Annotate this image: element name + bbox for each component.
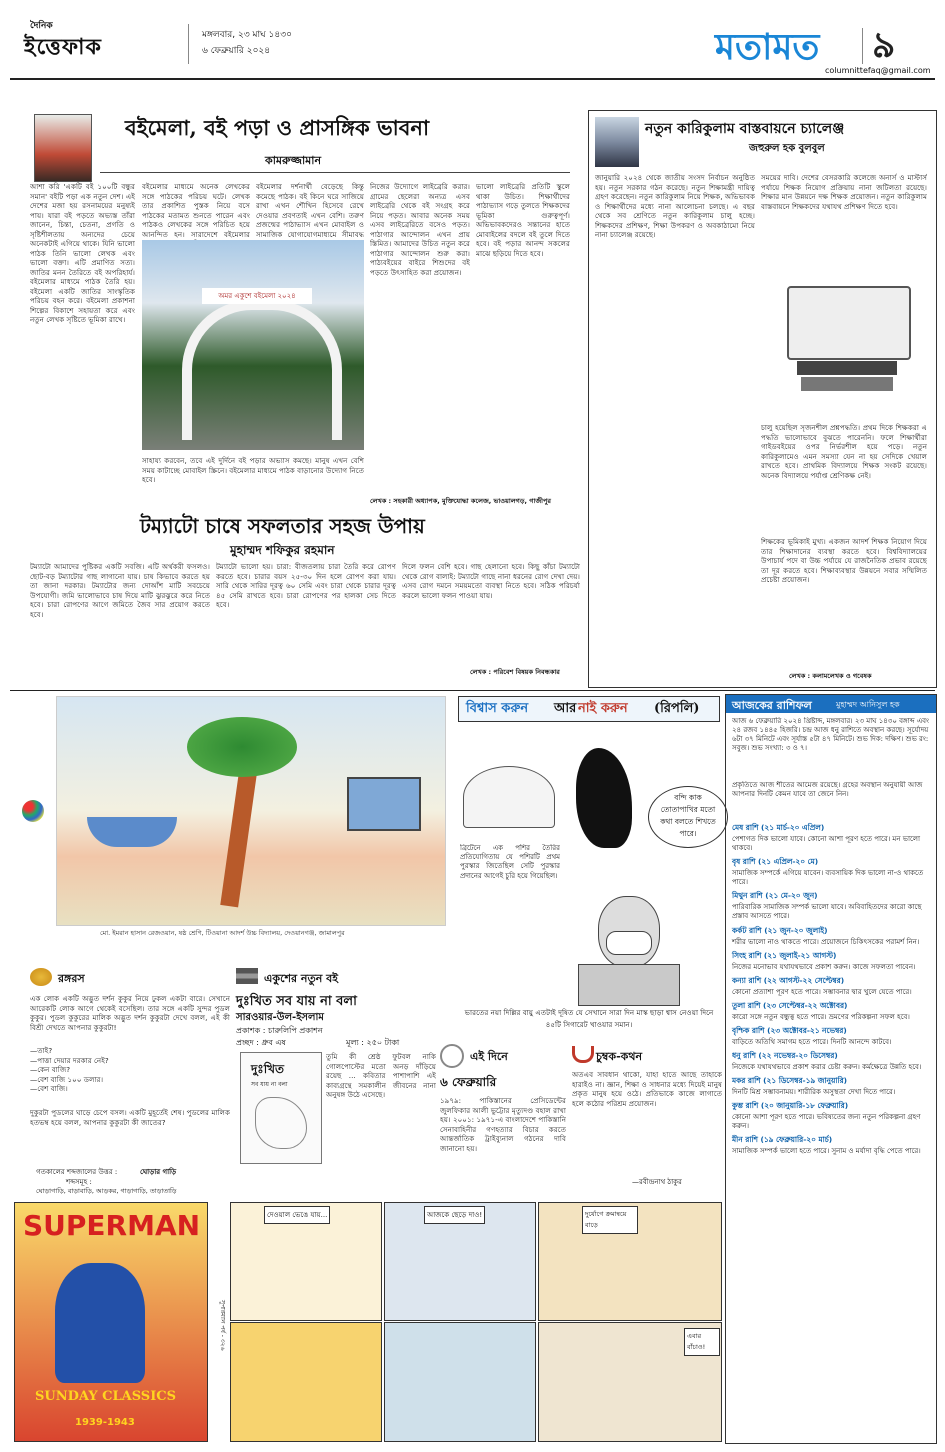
zodiac-sign-text: সামাজিক সম্পর্কে এগিয়ে যাবেন। ব্যবসায়িক দিক ভালো না-ও থাকতে পারে। — [732, 869, 924, 887]
zodiac-list — [732, 823, 930, 1161]
logo-top-text: দৈনিক — [30, 21, 53, 31]
article-curriculum-box — [588, 110, 937, 688]
zodiac-sign-name: ধনু রাশি (২২ নভেম্বর-২০ ডিসেম্বর) — [732, 1051, 838, 1061]
zodiac-sign-text: কোনো প্রত্যাশা পূরণ হতে পারে। সম্ভাবনার দ্বার খুলে যেতে পারে। — [732, 987, 912, 996]
zodiac-sign-text: সামাজিক সম্পর্ক ভালো হতে পারে। সুনাম ও মর্যাদা বৃদ্ধি পেতে পারে। — [732, 1147, 921, 1156]
dialogue-line: —পাত্তা দেয়ার দরকার নেই? — [30, 1055, 109, 1065]
article3-author: মুহাম্মদ শফিকুর রহমান — [230, 543, 335, 557]
dialogue-line: —বেশ বাজি। — [30, 1084, 68, 1093]
zodiac-entry — [732, 857, 930, 887]
ei-dine-date: ৬ ফেব্রুয়ারি — [440, 1075, 497, 1089]
zodiac-sign-text: শরীর ভালো নাও থাকতে পারে। প্রয়োজনে চিকিৎসকের পরামর্শ নিন। — [732, 937, 920, 946]
crossword-words-label: শব্দসমূহ : — [66, 1178, 92, 1186]
article-column-1: আশা করি 'একটি বই ১০০টি বন্ধুর সমান' বইটি পড়া এক নতুন দেশ। এই দেশের মজা হয় রসনাময়ের মনুষ্যই পায়। যারা বই পড়তে অভ্যস্ত তাঁরা জানেন, চিন্তা, চেতনা, প্রগতি ও সৃষ্টিশীলতায় অন্যদের চেয়ে অনেকটাই এগিয়ে থাকে। যিনি ভালো পাঠক তিনি ভালো লেখক এবং ভালো বক্তা। এটি প্রমাণিত সত্য। জাতির মনন তৈরিতে বই অপরিহার্য। বইমেলার মাধ্যমে পাঠক তৈরি হয়। বইমেলা একটি জাতির সাংস্কৃতিক পরিচয় বহন করে। বইমেলা প্রকাশনা শিল্পের বিকাশে সহায়তা করে এবং নতুন লেখক সৃষ্টিতে ভূমিকা রাখে। — [30, 182, 135, 324]
comic-bubble-1: দেওয়াল ভেঙে যায়... — [264, 1206, 330, 1224]
article-column-5: ভালো লাইব্রেরি প্রতিটি স্কুলে থাকা উচিত। শিক্ষার্থীদের পাঠাভ্যাস গড়ে তুলতে শিক্ষকদের ভূমিকা গুরুত্বপূর্ণ। অভিভাবকদেরও সন্তানের হাতে মোবাইলের বদলে বই তুলে দিতে হবে। বই পড়ার আনন্দ সকলের মাঝে ছড়িয়ে দিতে হবে। — [476, 182, 570, 258]
dialogue-line: —কেন বাজি? — [30, 1065, 71, 1074]
zodiac-sign-name: তুলা রাশি (২৩ সেপ্টেম্বর-২২ অক্টোবর) — [732, 1000, 848, 1010]
zodiac-sign-name: বৃশ্চিক রাশি (২৩ অক্টোবর-২১ নভেম্বর) — [732, 1025, 847, 1035]
zodiac-entry — [732, 926, 930, 947]
gate-sign: অমর একুশে বইমেলা ২০২৪ — [202, 288, 312, 304]
child-drawing — [56, 696, 446, 926]
newspaper-logo: ইত্তেফাক — [24, 34, 102, 60]
article-footer: লেখক : সহকারী অধ্যাপক, মুক্তিযোদ্ধা কলেজ, ভাওয়ালগড়, গাজীপুর — [370, 497, 551, 505]
comic-panel-4 — [230, 1322, 382, 1442]
zodiac-sign-text: কারো সঙ্গে নতুন বন্ধুত্ব হতে পারে। ভ্রমণের পরিকল্পনা সফল হবে। — [732, 1012, 910, 1021]
column-email[interactable]: columnittefaq@gmail.com — [825, 66, 931, 75]
book-author: সারওয়ার-উল-ইসলাম — [236, 1012, 324, 1023]
comic-title: SUPERMAN — [23, 1209, 201, 1242]
book-stack-2 — [801, 377, 893, 391]
ripley-title-not: নাই করুন — [578, 701, 628, 716]
comic-bubble-4: এবার বাঁচাও! — [684, 1328, 720, 1356]
page-number: ৯ — [872, 24, 896, 66]
article3-footer: লেখক : পরিবেশ বিষয়ক নিবন্ধকার — [470, 668, 560, 676]
book-cover — [240, 1052, 322, 1164]
comic-bubble-2: আজকে ছেড়ে দাও! — [424, 1206, 485, 1224]
article2-column-4: শিক্ষকের ভূমিকাই মুখ্য। একজন আদর্শ শিক্ষক নিয়োগ দিয়ে তার শিক্ষাদানের ব্যবস্থা করতে হবে। বিশ্ববিদ্যালয়ের উপাচার্য পদে বা উচ্চ পর্যায়ে যে রাজনৈতিক প্রভাব রয়েছে তা দূর করতে হবে। শিক্ষাব্যবস্থার উন্নয়নে সবার সম্মিলিত প্রচেষ্টা প্রয়োজন। — [761, 537, 927, 584]
book-cover-subtitle: সব যায় না বলা — [251, 1081, 288, 1088]
drawing-caption: মো. ইমরান হাসান রেজওয়ান, ষষ্ঠ শ্রেণি, টিওয়ানা আদর্শ উচ্চ বিদ্যালয়, দেওয়ানগঞ্জ, জামালপুর — [100, 929, 345, 937]
author-photo — [34, 114, 92, 182]
zodiac-entry — [732, 891, 930, 921]
date-english: ৬ ফেব্রুয়ারি ২০২৪ — [202, 46, 271, 56]
crow-body — [576, 748, 632, 848]
article-author: কামরুজ্জামান — [265, 154, 322, 167]
table-top — [463, 766, 555, 828]
quote-text: অতএব সাবধান থাকো, যাহা হাতে আছে তাহাকে হারাইও না। জ্ঞান, শিক্ষা ও সাধনার মধ্যে দিয়েই মানুষ প্রকৃত মানুষ হয়ে ওঠে। প্রতিভাকে কাজে লাগাতে হলে কঠোর পরিশ্রম প্রয়োজন। — [572, 1070, 722, 1108]
article2-title: নতুন কারিকুলাম বাস্তবায়নে চ্যালেঞ্জ — [645, 121, 845, 137]
article-tomato — [30, 512, 580, 682]
dialogue-line: —তাই? — [30, 1046, 53, 1055]
rangaras-text-2: দুকুরটা পুডলের ঘাড়ে চেপে বসল। একটি মুহূর্তেই শেষ। পুডলের মালিক হতভম্ব হয়ে বলল, আপনার কুকুরটা কী জাতের? — [30, 1108, 230, 1127]
ripley-title-suffix: (রিপলি) — [654, 701, 700, 716]
article-bookfair — [30, 108, 570, 508]
article-column-2b: সাহায্য করবেন, তবে এই দুর্দিনে বই পড়ার অভ্যাস কমছে। মানুষ এখন বেশি সময় কাটাচ্ছে মোবাইল স্ক্রিনে। বইমেলার মাধ্যমে পাঠক বাড়ানোর উদ্যোগ নিতে হবে। — [142, 456, 364, 484]
comic-bubble-3: দুর্যোগে ক্রমান্বয়ে বাড়ে — [582, 1206, 638, 1234]
zodiac-sign-name: বৃষ রাশি (২১ এপ্রিল-২০ মে) — [732, 857, 819, 867]
title-underline — [100, 172, 570, 173]
zodiac-sign-text: দিনটি মিশ্র সম্ভাবনাময়। শারীরিক অসুস্থতা দেখা দিতে পারে। — [732, 1088, 896, 1097]
book-title: দুঃখিত সব যায় না বলা — [236, 994, 357, 1009]
article2-footer: লেখক : কলামলেখক ও গবেষক — [789, 672, 872, 680]
zodiac-sign-name: মীন রাশি (১৯ ফেব্রুয়ারি-২০ মার্চ) — [732, 1135, 833, 1145]
article3-column-3: দিলে ফলন বেশি হবে। গাছ হেলানো হবে। কিছু কাঁচা টম্যাটো থেকে রোগ বালাই: টম্যাটো গাছে নানা ধরনের রোগ দেখা দেয়। এসব রোগ দমনে সময়মতো ব্যবস্থা নিতে হবে। সঠিক পরিচর্যা করলে ভালো ফলন পাওয়া যায়। — [402, 562, 580, 600]
crow-illustration — [566, 728, 646, 868]
book-cover-artist: প্রচ্ছদ : ধ্রুব এষ — [236, 1038, 286, 1047]
article2-column-2: সময়ের দাবি। দেশের বেসরকারি কলেজে অনার্স ও মাস্টার্স পর্যায়ে শিক্ষক নিয়োগ প্রক্রিয়ায় নানা জটিলতা রয়েছে। শিক্ষার মান উন্নয়নে দক্ষ শিক্ষক প্রয়োজন। নতুন কারিকুলাম বাস্তবায়নে শিক্ষকদের যথাযথ প্রশিক্ষণ দিতে হবে। — [761, 173, 927, 211]
magnet-icon — [572, 1046, 594, 1063]
zodiac-sign-text: নিজেকে যথাযথভাবে প্রকাশ করার চেষ্টা করুন। কর্মক্ষেত্রে উন্নতি হবে। — [732, 1063, 922, 1072]
zodiac-entry — [732, 823, 930, 853]
quote-section — [572, 1044, 722, 1194]
book-stack — [797, 361, 897, 375]
article-column-2: বইমেলার মাধ্যমে অনেক লেখকের সঙ্গে পাঠকের পরিচয় ঘটে। লেখক তার প্রকাশিত পুস্তক নিয়ে বসে পাঠকের মতামত শুনতে পারেন এবং পাঠকও লেখকের সঙ্গে পরিচিত হয়ে আনন্দিত হন। সারাদেশে বইমেলার — [142, 182, 250, 239]
book-price: মূল্য : ২৫০ টাকা — [346, 1038, 400, 1047]
article-column-3: বইমেলার দর্শনার্থী বেড়েছে কিন্তু কমেছে পাঠক। বই কিনে ঘরে সাজিয়ে রাখা এখন শৌখিন হিসেবে রেখে দেওয়ার প্রবণতাই এখন বেশি। তরুণ প্রজন্মের পাঠাভ্যাস এখন মোবাইল ও সামাজিক যোগাযোগমাধ্যমে সীমাবদ্ধ — [256, 182, 364, 239]
book-cover-art — [255, 1097, 307, 1149]
article-column-4: নিজের উদ্যোগে লাইব্রেরি করার। গ্রামের ছেলেরা অন্যত্র এসব লাইব্রেরি থেকে বই সংগ্রহ করে নিয়ে পড়ত। আবার অনেক সময় এসব লাইব্রেরিতে বসেও পড়ত। পাঠাগার আন্দোলন এখন প্রায় স্তিমিত। আমাদের উচিত নতুন করে পাঠাগার আন্দোলন শুরু করা। পাঠ্যবইয়ের বাইরে শিশুদের বই পড়তে উৎসাহিত করা প্রয়োজন। — [370, 182, 470, 277]
crow-speech-bubble: বন্দি কাক তোতাপাখির মতো কথা বলতে শিখতে পারে। — [648, 786, 728, 848]
ei-dine-icon — [440, 1044, 464, 1068]
rangaras-title: রঙ্গরস — [58, 972, 85, 985]
date-bangla: মঙ্গলবার, ২৩ মাঘ ১৪৩০ — [202, 30, 292, 40]
zodiac-sign-name: মকর রাশি (২১ ডিসেম্বর-১৯ জানুয়ারি) — [732, 1076, 848, 1086]
mask-icon — [30, 968, 52, 986]
ripley-title-or: আর — [554, 701, 577, 716]
section-title: মতামত — [715, 27, 820, 68]
zodiac-sign-text: পারিবারিক সামাজিক সম্পর্ক ভালো যাবে। অবিবাহিতদের কারো কাছে প্রস্তাব আসতে পারে। — [732, 903, 922, 921]
article2-column-3: চালু হয়েছিল সৃজনশীল প্রশ্নপদ্ধতি। প্রথম দিকে শিক্ষকরা এ পদ্ধতি ভালোভাবে বুঝতে পারেননি। ফলে শিক্ষার্থীরা গাইডবইয়ের ওপর নির্ভরশীল হয়ে পড়ে। নতুন কারিকুলামেও এমন সমস্যা যেন না হয় সেদিকে খেয়াল রাখতে হবে। প্রাথমিক বিদ্যালয়ে শিক্ষক সংকট রয়েছে। অনেক বিদ্যালয়ে পর্যাপ্ত শ্রেণিকক্ষ নেই। — [761, 423, 927, 480]
horoscope-box — [725, 694, 937, 1444]
book-poem: তুমি কী শ্রেষ্ঠ ফুটবল নাকি গোলপোস্টের মতো অনড় দাঁড়িয়ে রয়েছ ... কবিতার পাশাপাশি এই কাব্যগ্রন্থে সমকালীন জীবনের নানা অনুষঙ্গ উঠে এসেছে। — [326, 1052, 436, 1099]
palette-icon — [22, 800, 44, 822]
zodiac-entry — [732, 976, 930, 997]
header-divider — [188, 24, 189, 64]
quote-title: চুম্বক-কথন — [596, 1050, 643, 1063]
zodiac-entry — [732, 1135, 930, 1156]
ei-dine-title: এই দিনে — [470, 1050, 508, 1063]
comic-side-label: সুপারম্যান পর্ব - ৩২৬ — [219, 1300, 226, 1351]
masthead — [10, 6, 935, 76]
book-publisher: প্রকাশক : চারুলিপি প্রকাশন — [236, 1026, 323, 1035]
zodiac-entry — [732, 1076, 930, 1097]
mask-man-illustration — [558, 876, 708, 1006]
ei-dine-section — [440, 1044, 566, 1194]
zodiac-sign-name: কুম্ভ রাশি (২০ জানুয়ারি-১৮ ফেব্রুয়ারি) — [732, 1101, 849, 1111]
open-book-icon — [787, 286, 911, 360]
author-photo-2 — [595, 117, 639, 167]
horoscope-intro: আজ ৬ ফেব্রুয়ারি ২০২৪ খ্রিষ্টাব্দ, মঙ্গলবার। ২৩ মাঘ ১৪৩০ বঙ্গাব্দ এবং ২৪ রজব ১৪৪৫ হিজরি। চন্দ্র আজ ধনু রাশিতে অবস্থান করছে। সূর্যোদয় ৬টা ৩৭ মিনিটে এবং সূর্যাস্ত ৫টা ৪৭ মিনিটে। শুভ দিক: দক্ষিণ। শুভ রং: সবুজ। শুভ সংখ্যা: ৩ ও ৭। — [732, 717, 930, 753]
gate-arch — [182, 300, 342, 440]
table-illustration — [458, 726, 558, 836]
bookfair-photo — [142, 240, 364, 450]
zodiac-sign-name: কন্যা রাশি (২২ আগস্ট-২২ সেপ্টেম্বর) — [732, 975, 845, 985]
rangaras-section — [30, 968, 230, 1194]
zodiac-entry — [732, 1026, 930, 1047]
ripley-fact-2: ভারতের নয়া দিল্লির বায়ু এতটাই দূষিত যে সেখানে সারা দিন মাস্ক ছাড়া শ্বাস নেওয়া দিনে ৪৫টি সিগারেট খাওয়ার সমান। — [464, 1008, 714, 1029]
zodiac-sign-text: পেশাগত দিক ভালো যাবে। কোনো আশা পূরণ হতে পারে। মন ভালো থাকবে। — [732, 835, 921, 853]
zodiac-sign-text: নিজের মনোভাব যথাযথভাবে প্রকাশ করুন। কাজে সফলতা পাবেন। — [732, 962, 916, 971]
boat — [87, 817, 177, 847]
books-icon — [236, 968, 258, 984]
palm-leaves — [187, 717, 297, 777]
face-mask — [606, 931, 652, 955]
article3-title: টম্যাটো চাষে সফলতার সহজ উপায় — [140, 514, 425, 538]
books-illustration — [767, 266, 927, 416]
article3-column-1: টম্যাটো আমাদের পুষ্টিকর একটি সবজি। এটি অর্থকরী ফসলও। ছোট-বড় টম্যাটোর গাছ লাগানো যায়। চাষ কিভাবে করতে হয় তা জানা দরকার। টম্যাটোর জন্য দোআঁশ মাটি সবচেয়ে উপযোগী। জমি ভালোভাবে চাষ দিয়ে মাটি ঝুরঝুরে করে নিতে হবে। চারা রোপণের আগে জমিতে জৈব সার প্রয়োগ করতে হবে। — [30, 562, 210, 619]
comic-panel-5 — [384, 1322, 536, 1442]
rangaras-text: এক লোক একটি অদ্ভুত দর্শন কুকুর নিয়ে ঢুকল একটা বারে। সেখানে আরেকটি লোক আগে থেকেই বসেছিল। তার সঙ্গে একটি সুন্দর পুডল কুকুর। পুডল কুকুরের মালিক অদ্ভুত দর্শন কুকুরটা দেখে বলল, এই কী বিশ্রী দেখতে আপনার কুকুরটা! — [30, 994, 230, 1032]
horoscope-title: আজকের রাশিফল — [732, 699, 812, 712]
article-title: বইমেলা, বই পড়া ও প্রাসঙ্গিক ভাবনা — [125, 115, 430, 140]
book-cover-title: দুঃখিত — [251, 1062, 285, 1076]
zodiac-sign-text: বাড়িতে অতিথি সমাগম হতে পারে। দিনটি আনন্দে কাটবে। — [732, 1037, 892, 1046]
crossword-answer: ঘোড়ার গাড়ি — [140, 1168, 177, 1176]
new-book-title: একুশের নতুন বই — [264, 972, 338, 985]
horoscope-author: মুহাম্মদ আনিসুল হক — [836, 700, 900, 709]
ei-dine-text: ১৯৭৯: পাকিস্তানের প্রেসিডেন্টের জুলফিকার আলী ভুট্টোর মৃত্যুদণ্ড বহাল রাখা হয়। ২০০১: ১৯৭১-এ বাংলাদেশে পাকিস্তানি সেনাবাহিনীর গণহত্যার বিচার করতে আন্তর্জাতিক ট্রাইব্যুনাল গঠনের দাবি জানানো হয়। — [440, 1096, 566, 1153]
zodiac-entry — [732, 1001, 930, 1022]
comic-subtitle: SUNDAY CLASSICS — [35, 1389, 177, 1404]
middle-rule — [10, 690, 935, 691]
zodiac-sign-name: মিথুন রাশি (২১ মে-২০ জুন) — [732, 891, 818, 901]
comic-strip — [14, 1200, 722, 1442]
zodiac-sign-name: সিংহ রাশি (২১ জুলাই-২১ আগস্ট) — [732, 950, 837, 960]
horoscope-intro-2: প্রকৃতিতে আজ শীতের আমেজ রয়েছে। গ্রহের অবস্থান অনুযায়ী আজ আপনার দিনটি কেমন যাবে তা জেনে নিন। — [732, 781, 923, 799]
article2-author: জহুরুল হক বুলবুল — [749, 143, 825, 154]
article2-column-1: জানুয়ারি ২০২৪ থেকে জাতীয় সংসদ নির্বাচন অনুষ্ঠিত হয়। নতুন সরকার গঠন করেছে। নতুন শিক্ষামন্ত্রী দায়িত্ব গ্রহণ করেছেন। নতুন কারিকুলাম নিয়ে শিক্ষক, অভিভাবক ও শিক্ষার্থীদের মধ্যে নানা আলোচনা চলছে। এ বছর থেকে সব শ্রেণিতে নতুন কারিকুলাম চালু হচ্ছে। শিক্ষকদের প্রশিক্ষণ, শিক্ষা উপকরণ ও অবকাঠামো নিয়ে নানা চ্যালেঞ্জ রয়েছে। — [595, 173, 755, 239]
zodiac-entry — [732, 1051, 930, 1072]
crossword-words: ঘোড়াগাড়ি, বাড়াবাড়ি, আড়কর, গাড়াগাড়ি, তাড়াতাড়ি — [36, 1187, 177, 1195]
house — [347, 777, 421, 831]
ripley-title-prefix: বিশ্বাস করুন — [466, 701, 529, 716]
top-rule — [10, 78, 935, 80]
zodiac-sign-name: মেষ রাশি (২১ মার্চ-২০ এপ্রিল) — [732, 823, 825, 832]
zodiac-sign-name: কর্কট রাশি (২১ জুন-২০ জুলাই) — [732, 925, 828, 935]
zodiac-sign-text: কোনো আশা পূরণ হতে পারে। ভবিষ্যতের জন্য নতুন পরিকল্পনা গ্রহণ করুন। — [732, 1113, 921, 1131]
article3-column-2: টম্যাটো ভালো হয়। চারা: বীজতলায় চারা তৈরি করে রোপণ করতে হবে। চারার বয়স ২৫-৩০ দিন হলে রোপণ করা যায়। সারি থেকে সারির দূরত্ব ৬০ সেমি এবং চারা থেকে চারার দূরত্ব ৪৫ সেমি রাখতে হবে। চারা রোপণের পর হালকা সেচ দিতে হবে। — [216, 562, 396, 609]
crossword-answer-label: গতকালের শব্দজালের উত্তর : — [36, 1168, 118, 1176]
zodiac-entry — [732, 1101, 930, 1131]
dialogue-line: —বেশ বাজি ১০০ ডলার। — [30, 1074, 104, 1084]
ripley-fact-1: ব্রিটেনে এক পশির তৈরির প্রতিযোগিতায় যে পশিরটি প্রথম পুরস্কার জিতেছিল সেটি পুরস্কার প্রদানের আগেই চুরি হয়ে গিয়েছিল। — [460, 844, 560, 880]
quote-author: —রবীন্দ্রনাথ ঠাকুর — [632, 1178, 682, 1186]
man-body — [578, 964, 680, 1006]
rangaras-dialogue — [30, 1046, 230, 1106]
ripley-box — [438, 696, 722, 1038]
comic-years: 1939-1943 — [75, 1417, 135, 1428]
zodiac-entry — [732, 951, 930, 972]
comic-cover — [14, 1202, 208, 1442]
superman-figure — [55, 1263, 145, 1383]
new-book-section — [236, 968, 436, 1194]
section-divider — [862, 28, 863, 64]
